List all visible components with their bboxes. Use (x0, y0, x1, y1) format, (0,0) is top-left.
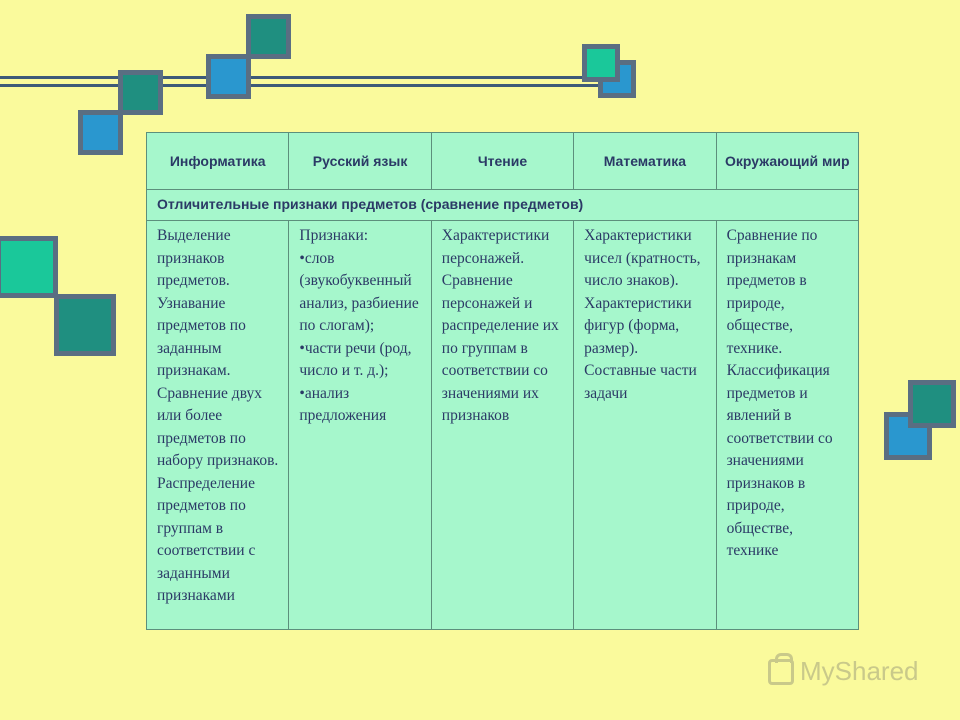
cell-text: Сравнение двух или более предметов по набору признаков. (157, 384, 279, 469)
section-title: Отличительные признаки предметов (сравнение предметов) (147, 190, 859, 221)
decor-square (582, 44, 620, 82)
decor-square (206, 54, 251, 99)
cell-text: •слов (звукобуквенный анализ, разбиение по слогам); (299, 249, 419, 334)
cell-world (716, 221, 858, 630)
cell-text: Сравнение по признакам предметов в природе, обществе, технике. (726, 227, 818, 357)
header-row (147, 133, 859, 190)
cell-text: Характеристики фигур (форма, размер). (584, 294, 692, 357)
cell-informatics (147, 221, 289, 630)
decor-square (54, 294, 116, 356)
decor-square (0, 236, 58, 298)
cell-text: Составные части задачи (584, 362, 697, 402)
comparison-table (146, 132, 859, 630)
cell-text: Сравнение персонажей и распределение их по группам в соответствии со значениями их признаков (441, 272, 559, 424)
cell-text: Узнавание предметов по заданным признакам. (157, 294, 246, 379)
decor-square (908, 380, 956, 428)
cell-text: •части речи (род, число и т. д.); (299, 339, 412, 379)
decor-line-top (0, 76, 600, 79)
decor-square (78, 110, 123, 155)
header-reading: Чтение (431, 133, 573, 190)
header-math: Математика (574, 133, 716, 190)
cell-text: Характеристики персонажей. (441, 227, 550, 267)
cell-text: Распределение предметов по группам в соответствии с заданными признаками (157, 474, 256, 604)
cell-russian (289, 221, 431, 630)
watermark (768, 656, 919, 687)
cell-text: Характеристики чисел (кратность, число знаков). (584, 227, 701, 289)
content-row (147, 221, 859, 630)
section-row (147, 190, 859, 221)
cell-text: Выделение признаков предметов. (157, 227, 231, 289)
decor-square (246, 14, 291, 59)
header-russian: Русский язык (289, 133, 431, 190)
cell-reading (431, 221, 573, 630)
cell-math (574, 221, 716, 630)
decor-square (118, 70, 163, 115)
briefcase-icon (768, 659, 794, 685)
cell-text: •анализ предложения (299, 384, 387, 424)
header-informatics: Информатика (147, 133, 289, 190)
cell-text: Признаки: (299, 227, 369, 244)
watermark-text: MyShared (800, 656, 919, 686)
decor-line-bottom (0, 84, 600, 87)
header-world: Окружающий мир (716, 133, 858, 190)
cell-text: Классификация предметов и явлений в соответствии со значениями признаков в природе, обществе, технике (726, 362, 833, 559)
